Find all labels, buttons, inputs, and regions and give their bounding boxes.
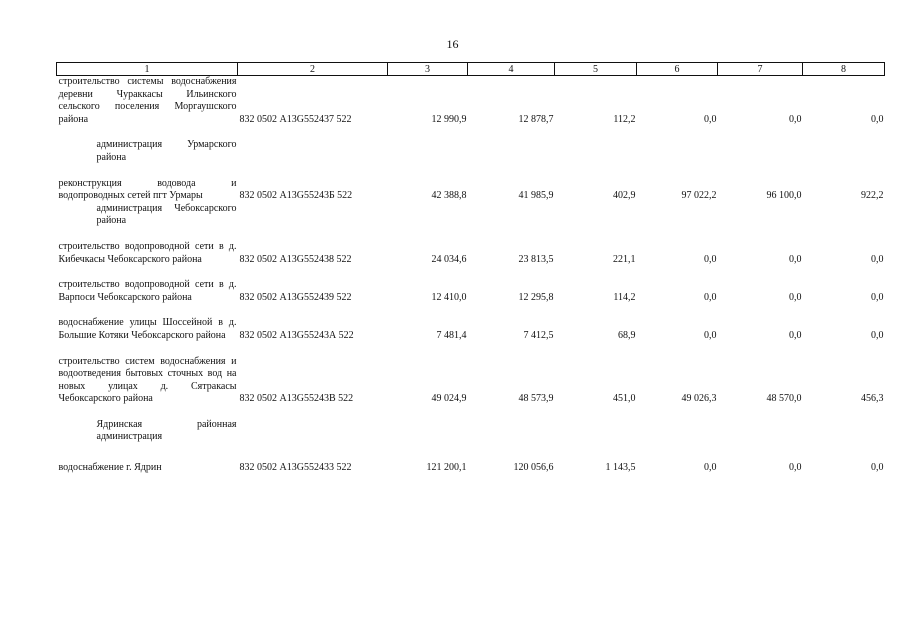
value-col-3: 49 024,9 (431, 393, 467, 405)
object-name: строительство водопроводной сети в д. Варпоси Чебоксарского района (58, 279, 237, 303)
value-col-5: 68,9 (618, 329, 636, 341)
value-col-3: 7 481,4 (436, 329, 467, 341)
object-name: реконструкция водовода и водопроводных сетей пгт Урмары (58, 177, 237, 202)
value-col-5: 402,9 (613, 190, 636, 202)
budget-code: 832 0502 А13G55243А 522 (239, 329, 354, 341)
column-header: 5 (555, 63, 637, 76)
value-col-8: 0,0 (871, 253, 884, 265)
value-col-7: 0,0 (789, 291, 802, 303)
value-col-6: 0,0 (704, 462, 717, 474)
table-row (57, 241, 885, 266)
table-row (57, 76, 885, 127)
value-col-4: 12 878,7 (518, 113, 554, 125)
column-header: 8 (803, 63, 885, 76)
table-row (57, 279, 885, 304)
group-row (57, 419, 885, 444)
value-col-6: 97 022,2 (681, 190, 717, 202)
budget-code: 832 0502 А13G552439 522 (239, 291, 352, 303)
value-col-5: 112,2 (613, 113, 636, 125)
value-col-6: 49 026,3 (681, 393, 717, 405)
group-name: администрация Чебоксарского района (96, 202, 237, 227)
column-header: 2 (238, 63, 388, 76)
object-name: строительство систем водоснабжения и водоотведения бытовых сточных вод на новых улицах д. Сятракасы Чебоксарского района (58, 355, 237, 405)
value-col-6: 0,0 (704, 113, 717, 125)
object-name: строительство водопроводной сети в д. Кибечкасы Чебоксарского района (58, 240, 237, 265)
group-name: Ядринская районная администрация (96, 418, 237, 443)
column-header: 4 (468, 63, 555, 76)
value-col-7: 0,0 (789, 253, 802, 265)
value-col-8: 0,0 (871, 462, 884, 474)
column-header: 6 (637, 63, 718, 76)
value-col-8: 922,2 (861, 190, 884, 202)
object-name: водоснабжение г. Ядрин (58, 462, 162, 474)
budget-code: 832 0502 А13G552438 522 (239, 253, 352, 265)
value-col-7: 48 570,0 (766, 393, 802, 405)
value-col-7: 0,0 (789, 462, 802, 474)
budget-code: 832 0502 А13G552437 522 (239, 113, 352, 125)
column-header: 1 (57, 63, 238, 76)
budget-code: 832 0502 А13G55243В 522 (239, 393, 354, 405)
table-row (57, 178, 885, 203)
budget-code: 832 0502 А13G552433 522 (239, 462, 352, 474)
table-row (57, 356, 885, 406)
object-name: строительство системы водоснабжения деревни Чураккасы Ильинского сельского поселения Моргаушского района (58, 76, 237, 125)
value-col-5: 221,1 (613, 253, 636, 265)
value-col-5: 1 143,5 (605, 462, 636, 474)
value-col-3: 24 034,6 (431, 253, 467, 265)
value-col-6: 0,0 (704, 253, 717, 265)
table-row (57, 317, 885, 342)
object-name: водоснабжение улицы Шоссейной в д. Большие Котяки Чебоксарского района (58, 317, 237, 341)
value-col-4: 120 056,6 (513, 462, 554, 474)
value-col-8: 0,0 (871, 329, 884, 341)
value-col-7: 96 100,0 (766, 190, 802, 202)
value-col-3: 42 388,8 (431, 190, 467, 202)
value-col-3: 12 990,9 (431, 113, 467, 125)
value-col-4: 41 985,9 (518, 190, 554, 202)
budget-table (56, 62, 885, 475)
value-col-3: 121 200,1 (426, 462, 467, 474)
value-col-6: 0,0 (704, 329, 717, 341)
value-col-8: 456,3 (861, 393, 884, 405)
value-col-5: 114,2 (613, 291, 636, 303)
group-name: администрация Урмарского района (96, 139, 237, 163)
value-col-4: 7 412,5 (523, 329, 554, 341)
column-number-row (57, 63, 885, 76)
value-col-3: 12 410,0 (431, 291, 467, 303)
table-row (57, 462, 885, 475)
column-header: 3 (388, 63, 468, 76)
column-header: 7 (718, 63, 803, 76)
budget-code: 832 0502 А13G55243Б 522 (239, 190, 353, 202)
value-col-8: 0,0 (871, 291, 884, 303)
value-col-7: 0,0 (789, 113, 802, 125)
group-row (57, 139, 885, 164)
value-col-6: 0,0 (704, 291, 717, 303)
group-row (57, 203, 885, 228)
value-col-4: 12 295,8 (518, 291, 554, 303)
value-col-7: 0,0 (789, 329, 802, 341)
value-col-8: 0,0 (871, 113, 884, 125)
page-number: 16 (446, 37, 459, 51)
value-col-5: 451,0 (613, 393, 636, 405)
value-col-4: 48 573,9 (518, 393, 554, 405)
value-col-4: 23 813,5 (518, 253, 554, 265)
